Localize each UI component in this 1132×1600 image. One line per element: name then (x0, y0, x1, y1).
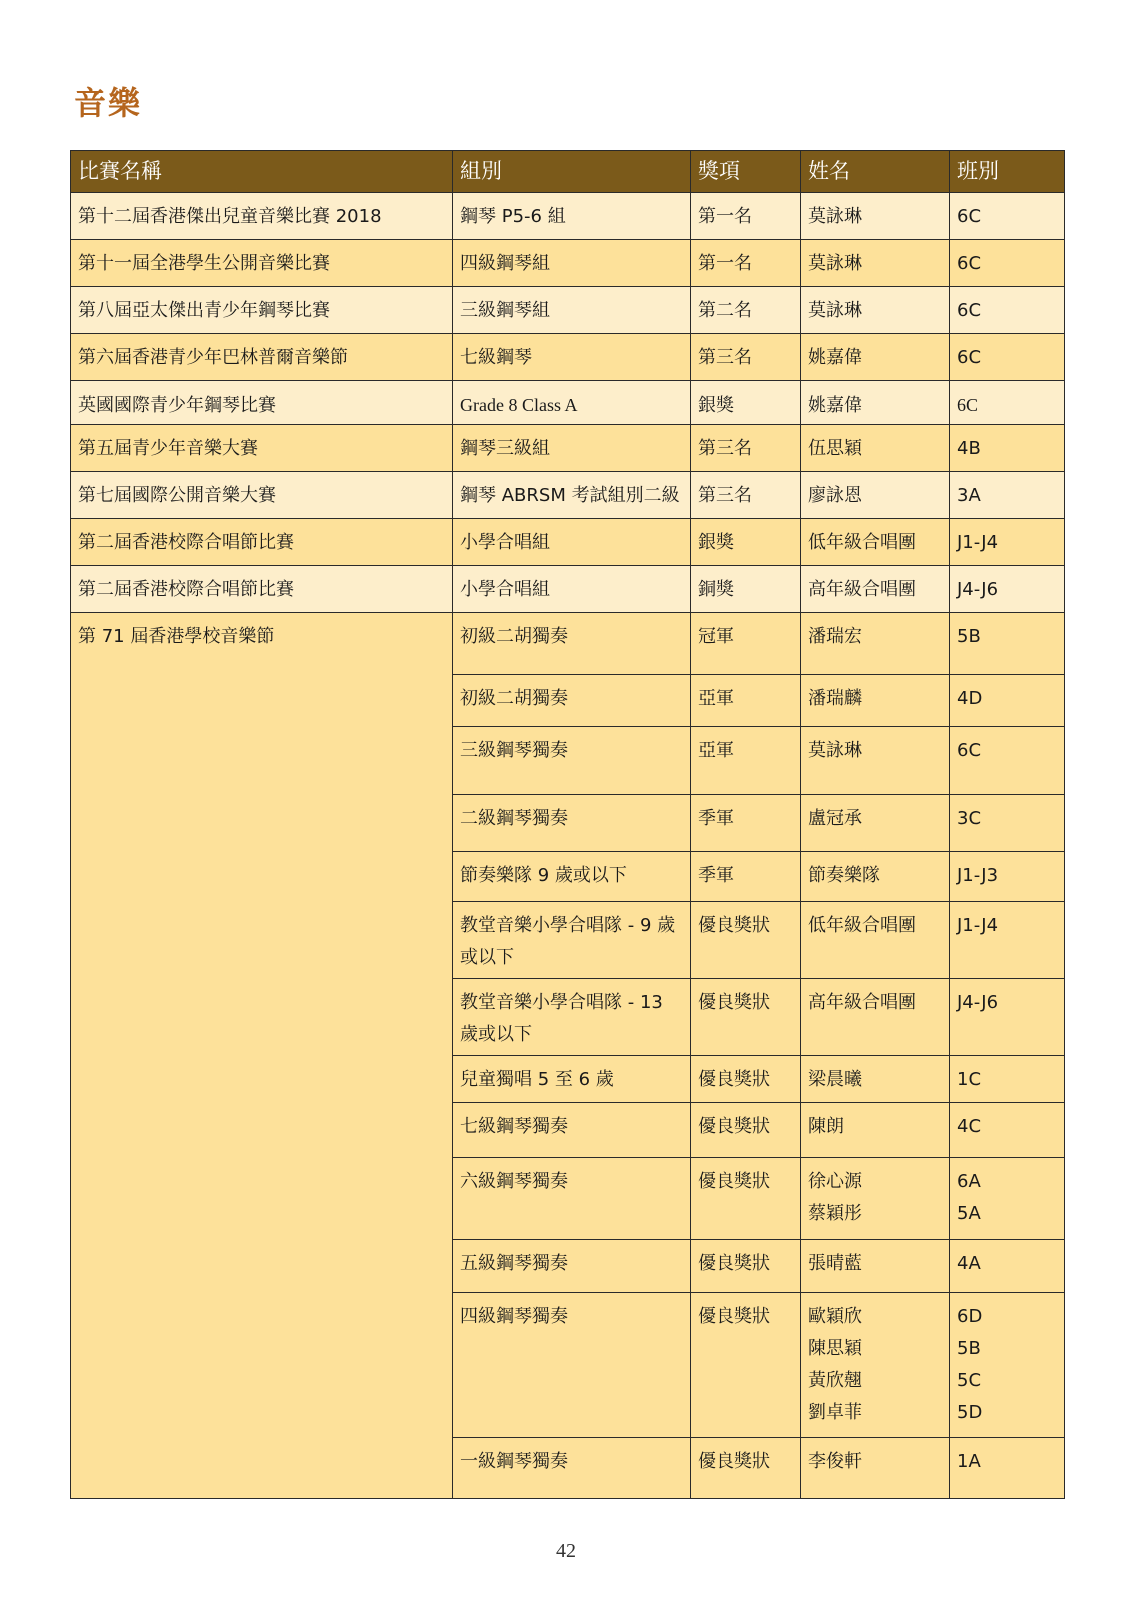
group-cell: 小學合唱組 (453, 519, 691, 566)
header-award: 獎項 (691, 151, 801, 193)
competition-cell: 英國國際青少年鋼琴比賽 (71, 381, 453, 425)
name-cell-line: 梁晨曦 (808, 1069, 862, 1090)
table-header-row (71, 151, 1065, 193)
header-group: 組別 (453, 151, 691, 193)
award-cell: 優良獎狀 (691, 979, 801, 1056)
festival-competition-cell: 第 71 屆香港學校音樂節 (71, 613, 453, 1499)
class-cell-line: 5D (957, 1402, 983, 1423)
class-cell-line: J4-J6 (957, 992, 999, 1013)
name-cell (801, 472, 950, 519)
class-cell (950, 613, 1065, 675)
class-cell (950, 240, 1065, 287)
class-cell-line: 6D (957, 1306, 983, 1327)
name-cell (801, 381, 950, 425)
name-cell-line: 潘瑞麟 (808, 688, 862, 709)
name-cell-line: 廖詠恩 (808, 485, 862, 506)
group-cell: 七級鋼琴 (453, 334, 691, 381)
header-competition: 比賽名稱 (71, 151, 453, 193)
name-cell-line: 伍思穎 (808, 438, 862, 459)
class-cell-line: 4B (957, 438, 981, 459)
award-cell: 優良獎狀 (691, 1240, 801, 1293)
class-cell (950, 381, 1065, 425)
group-cell: 四級鋼琴組 (453, 240, 691, 287)
class-cell (950, 1103, 1065, 1158)
competition-cell: 第五屆青少年音樂大賽 (71, 425, 453, 472)
header-class: 班別 (950, 151, 1065, 193)
award-cell: 優良獎狀 (691, 1293, 801, 1438)
name-cell-line: 潘瑞宏 (808, 626, 862, 647)
competition-cell: 第六屆香港青少年巴林普爾音樂節 (71, 334, 453, 381)
class-cell-line: J1-J4 (957, 532, 999, 553)
class-cell (950, 519, 1065, 566)
group-cell: 四級鋼琴獨奏 (453, 1293, 691, 1438)
group-cell: 五級鋼琴獨奏 (453, 1240, 691, 1293)
class-cell-line: 4A (957, 1253, 981, 1274)
award-cell: 季軍 (691, 852, 801, 902)
name-cell (801, 1158, 950, 1240)
class-cell (950, 979, 1065, 1056)
group-cell: 初級二胡獨奏 (453, 613, 691, 675)
name-cell-line: 黃欣翹 (808, 1370, 862, 1391)
name-cell-line: 姚嘉偉 (808, 395, 862, 415)
class-cell-line: 6A (957, 1171, 981, 1192)
name-cell-line: 莫詠琳 (808, 300, 862, 321)
award-cell: 冠軍 (691, 613, 801, 675)
class-cell (950, 425, 1065, 472)
name-cell-line: 節奏樂隊 (808, 865, 880, 886)
name-cell-line: 莫詠琳 (808, 253, 862, 274)
name-cell (801, 613, 950, 675)
table-row (71, 519, 1065, 566)
group-cell: 教堂音樂小學合唱隊 - 13 歲或以下 (453, 979, 691, 1056)
award-cell: 優良獎狀 (691, 1438, 801, 1499)
class-cell-line: 3C (957, 808, 982, 829)
class-cell-line: 6C (957, 206, 982, 227)
name-cell (801, 1103, 950, 1158)
competition-cell: 第二屆香港校際合唱節比賽 (71, 566, 453, 613)
name-cell (801, 979, 950, 1056)
class-cell (950, 1056, 1065, 1103)
class-cell-line: 5C (957, 1370, 982, 1391)
name-cell (801, 193, 950, 240)
class-cell (950, 852, 1065, 902)
name-cell (801, 1056, 950, 1103)
award-cell: 銀獎 (691, 519, 801, 566)
table-row (71, 613, 1065, 675)
class-cell-line: 5B (957, 626, 981, 647)
award-cell: 優良獎狀 (691, 902, 801, 979)
name-cell (801, 425, 950, 472)
class-cell-line: 6C (957, 347, 982, 368)
class-cell-line: J4-J6 (957, 579, 999, 600)
name-cell-line: 蔡穎彤 (808, 1203, 862, 1224)
competition-cell: 第十二屆香港傑出兒童音樂比賽 2018 (71, 193, 453, 240)
name-cell (801, 1438, 950, 1499)
class-cell (950, 472, 1065, 519)
group-cell: 七級鋼琴獨奏 (453, 1103, 691, 1158)
award-cell: 亞軍 (691, 727, 801, 795)
class-cell (950, 193, 1065, 240)
class-cell-line: J1-J4 (957, 915, 999, 936)
table-row (71, 334, 1065, 381)
competition-cell: 第十一屆全港學生公開音樂比賽 (71, 240, 453, 287)
class-cell-line: 6C (957, 395, 979, 415)
name-cell-line: 歐穎欣 (808, 1306, 862, 1327)
music-awards-table (70, 150, 1065, 1499)
class-cell (950, 1438, 1065, 1499)
class-cell (950, 334, 1065, 381)
group-cell: 三級鋼琴獨奏 (453, 727, 691, 795)
class-cell-line: 5A (957, 1203, 981, 1224)
name-cell-line: 張晴藍 (808, 1253, 862, 1274)
award-cell: 第二名 (691, 287, 801, 334)
award-cell: 第一名 (691, 193, 801, 240)
group-cell: 初級二胡獨奏 (453, 675, 691, 727)
class-cell (950, 795, 1065, 852)
class-cell (950, 1293, 1065, 1438)
award-cell: 第三名 (691, 472, 801, 519)
group-cell: 鋼琴 ABRSM 考試組別二級 (453, 472, 691, 519)
name-cell (801, 287, 950, 334)
class-cell (950, 1158, 1065, 1240)
group-cell: 二級鋼琴獨奏 (453, 795, 691, 852)
name-cell-line: 陳朗 (808, 1116, 844, 1137)
award-cell: 第三名 (691, 334, 801, 381)
table-row (71, 240, 1065, 287)
competition-cell: 第二屆香港校際合唱節比賽 (71, 519, 453, 566)
table-row (71, 287, 1065, 334)
class-cell-line: 4C (957, 1116, 982, 1137)
name-cell-line: 劉卓菲 (808, 1402, 862, 1423)
group-cell: 教堂音樂小學合唱隊 - 9 歲或以下 (453, 902, 691, 979)
table-row (71, 472, 1065, 519)
award-cell: 優良獎狀 (691, 1056, 801, 1103)
name-cell-line: 陳思穎 (808, 1338, 862, 1359)
class-cell (950, 902, 1065, 979)
name-cell-line: 低年級合唱團 (808, 532, 916, 553)
table-row (71, 425, 1065, 472)
class-cell-line: J1-J3 (957, 865, 999, 886)
class-cell (950, 727, 1065, 795)
name-cell (801, 240, 950, 287)
class-cell (950, 1240, 1065, 1293)
name-cell-line: 盧冠承 (808, 808, 862, 829)
class-cell-line: 6C (957, 740, 982, 761)
class-cell-line: 5B (957, 1338, 981, 1359)
name-cell (801, 852, 950, 902)
group-cell: 兒童獨唱 5 至 6 歲 (453, 1056, 691, 1103)
name-cell (801, 1240, 950, 1293)
class-cell-line: 6C (957, 300, 982, 321)
award-cell: 銀獎 (691, 381, 801, 425)
name-cell-line: 李俊軒 (808, 1451, 862, 1472)
class-cell-line: 1C (957, 1069, 982, 1090)
table-row (71, 193, 1065, 240)
group-cell: 一級鋼琴獨奏 (453, 1438, 691, 1499)
name-cell-line: 莫詠琳 (808, 740, 862, 761)
name-cell-line: 高年級合唱團 (808, 992, 916, 1013)
class-cell-line: 4D (957, 688, 983, 709)
group-cell: 鋼琴 P5-6 組 (453, 193, 691, 240)
class-cell (950, 287, 1065, 334)
class-cell-line: 3A (957, 485, 981, 506)
name-cell (801, 519, 950, 566)
award-cell: 銅獎 (691, 566, 801, 613)
award-cell: 亞軍 (691, 675, 801, 727)
group-cell: Grade 8 Class A (453, 381, 691, 425)
name-cell (801, 675, 950, 727)
class-cell (950, 566, 1065, 613)
name-cell-line: 高年級合唱團 (808, 579, 916, 600)
competition-cell: 第七屆國際公開音樂大賽 (71, 472, 453, 519)
group-cell: 鋼琴三級組 (453, 425, 691, 472)
group-cell: 小學合唱組 (453, 566, 691, 613)
name-cell-line: 莫詠琳 (808, 206, 862, 227)
page-title: 音樂 (74, 84, 143, 122)
name-cell (801, 727, 950, 795)
class-cell (950, 675, 1065, 727)
class-cell-line: 1A (957, 1451, 981, 1472)
table-row (71, 566, 1065, 613)
award-cell: 第一名 (691, 240, 801, 287)
group-cell: 三級鋼琴組 (453, 287, 691, 334)
name-cell (801, 566, 950, 613)
table-body (71, 193, 1065, 1499)
award-cell: 季軍 (691, 795, 801, 852)
name-cell (801, 334, 950, 381)
group-cell: 六級鋼琴獨奏 (453, 1158, 691, 1240)
competition-cell: 第八屆亞太傑出青少年鋼琴比賽 (71, 287, 453, 334)
name-cell-line: 低年級合唱團 (808, 915, 916, 936)
name-cell (801, 795, 950, 852)
name-cell (801, 1293, 950, 1438)
page-number: 42 (556, 1540, 576, 1562)
name-cell-line: 姚嘉偉 (808, 347, 862, 368)
award-cell: 優良獎狀 (691, 1158, 801, 1240)
group-cell: 節奏樂隊 9 歲或以下 (453, 852, 691, 902)
name-cell (801, 902, 950, 979)
class-cell-line: 6C (957, 253, 982, 274)
header-name: 姓名 (801, 151, 950, 193)
award-cell: 優良獎狀 (691, 1103, 801, 1158)
name-cell-line: 徐心源 (808, 1171, 862, 1192)
award-cell: 第三名 (691, 425, 801, 472)
table-row (71, 381, 1065, 425)
